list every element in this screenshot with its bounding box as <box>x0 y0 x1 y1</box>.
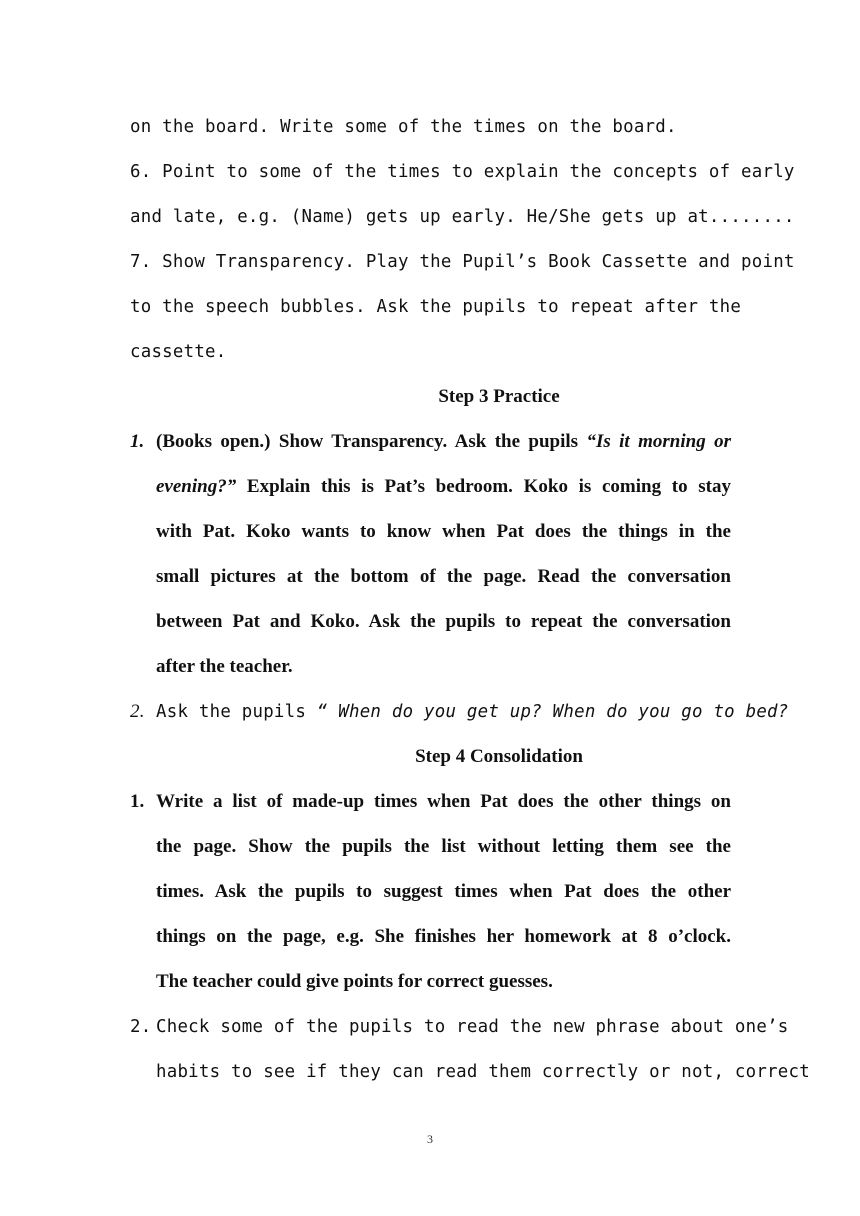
step4-heading: Step 4 Consolidation <box>415 746 583 767</box>
step3-item1-line2-italic: evening?” <box>156 476 237 497</box>
step4-item1-line1 <box>130 790 731 814</box>
body-line-1: on the board. Write some of the times on the board. <box>130 117 677 137</box>
step4-item1-line4: things on the page, e.g. She finishes her homework at 8 o’clock. <box>156 926 731 947</box>
body-line-5: to the speech bubbles. Ask the pupils to repeat after the <box>130 297 742 317</box>
step3-heading: Step 3 Practice <box>438 386 560 407</box>
body-line-2: 6. Point to some of the times to explain the concepts of early <box>130 162 795 182</box>
step4-item1-line5: The teacher could give points for correct guesses. <box>156 971 553 992</box>
body-line-4: 7. Show Transparency. Play the Pupil’s Book Cassette and point <box>130 252 795 272</box>
step3-item1-line4: small pictures at the bottom of the page. Read the conversation <box>156 566 731 587</box>
step3-item2-italic: “ When do you get up? When do you go to bed? <box>316 702 789 722</box>
step3-item2-plain: Ask the pupils <box>156 702 317 722</box>
page-number: 3 <box>427 1132 433 1146</box>
step4-item2-line2: habits to see if they can read them correctly or not, correct <box>156 1062 810 1082</box>
step3-item1-line2 <box>156 475 731 499</box>
step3-item1-line1-text <box>156 430 731 454</box>
step3-item1-line2-plain: Explain this is Pat’s bedroom. Koko is coming to stay <box>236 476 731 497</box>
step4-item1-line1-text: Write a list of made-up times when Pat does the other things on <box>156 791 731 812</box>
step4-item1-number: 1. <box>130 791 145 812</box>
body-line-6: cassette. <box>130 342 227 362</box>
step3-item1-line1 <box>130 430 731 454</box>
step3-item1-line1-plain: (Books open.) Show Transparency. Ask the pupils <box>156 431 587 452</box>
step4-item2-line1 <box>130 1015 789 1039</box>
step4-item2-number: 2. <box>130 1017 152 1037</box>
step4-item2-line1-text: Check some of the pupils to read the new phrase about one’s <box>156 1017 789 1037</box>
step3-item2 <box>130 700 789 724</box>
step3-item1-line3: with Pat. Koko wants to know when Pat does the things in the <box>156 521 731 542</box>
step3-item2-text <box>156 700 789 724</box>
step3-item2-number: 2. <box>130 701 145 722</box>
step3-item1-line5: between Pat and Koko. Ask the pupils to repeat the conversation <box>156 611 731 632</box>
step3-item1-line1-italic: “Is it morning or <box>586 431 731 452</box>
body-line-3: and late, e.g. (Name) gets up early. He/She gets up at........ <box>130 207 795 227</box>
step4-item1-line2: the page. Show the pupils the list without letting them see the <box>156 836 731 857</box>
step4-item1-line3: times. Ask the pupils to suggest times when Pat does the other <box>156 881 731 902</box>
step3-item1-line6: after the teacher. <box>156 656 293 677</box>
step3-item1-number: 1. <box>130 431 145 452</box>
